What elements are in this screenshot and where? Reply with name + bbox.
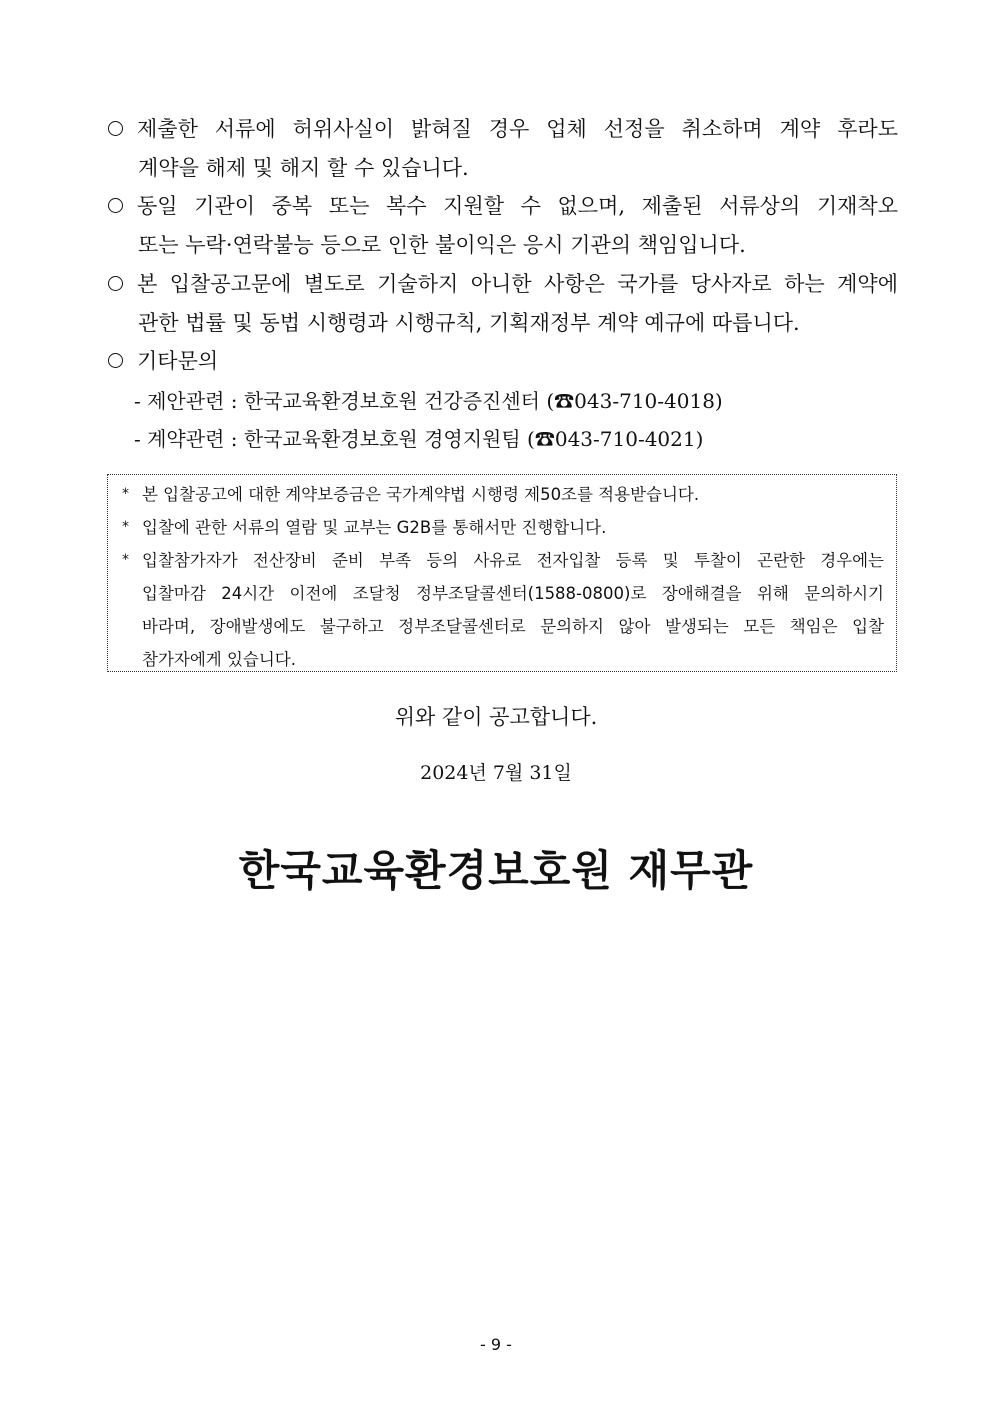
bullet-text-continued: 또는 누락·연락불능 등으로 인한 불이익은 응시 기관의 책임입니다. bbox=[138, 233, 746, 257]
note-item bbox=[122, 544, 884, 577]
bullet-text: 본 입찰공고문에 별도로 기술하지 아니한 사항은 국가를 당사자로 하는 계약에 bbox=[137, 272, 898, 296]
circle-bullet-icon bbox=[108, 198, 123, 213]
circle-bullet-icon bbox=[108, 353, 123, 368]
note-item bbox=[122, 511, 884, 544]
note-item bbox=[122, 478, 884, 511]
circle-bullet-icon bbox=[108, 121, 123, 136]
bullet-item bbox=[108, 110, 898, 188]
asterisk-icon: * bbox=[122, 519, 129, 535]
bullet-text: 제출한 서류에 허위사실이 밝혀질 경우 업체 선정을 취소하며 계약 후라도 bbox=[137, 117, 898, 141]
closing-statement: 위와 같이 공고합니다. bbox=[394, 705, 598, 729]
asterisk-icon: * bbox=[122, 486, 129, 502]
bullet-item bbox=[108, 187, 898, 265]
announcement-date: 2024년 7월 31일 bbox=[420, 762, 572, 784]
bullet-text: 동일 기관이 중복 또는 복수 지원할 수 없으며, 제출된 서류상의 기재착오 bbox=[137, 194, 898, 218]
note-text-continued: 바라며, 장애발생에도 불구하고 정부조달콜센터로 문의하지 않아 발생되는 모든 책임은 입찰 bbox=[142, 617, 884, 636]
page-number: - 9 - bbox=[480, 1335, 512, 1354]
note-text: 입찰참가자가 전산장비 준비 부족 등의 사유로 전자입찰 등록 및 투찰이 곤란한 경우에는 bbox=[142, 551, 884, 570]
asterisk-icon: * bbox=[122, 552, 129, 568]
note-text-continued: 입찰마감 24시간 이전에 조달청 정부조달콜센터(1588-0800)로 장애해결을 위해 문의하시기 bbox=[142, 584, 884, 603]
bullet-item bbox=[108, 342, 898, 381]
bullet-text-continued: 관한 법률 및 동법 시행령과 시행규칙, 기획재정부 계약 예규에 따릅니다. bbox=[138, 311, 800, 335]
signer-title: 한국교육환경보호원 재무관 bbox=[238, 846, 754, 895]
bullet-text: 기타문의 bbox=[137, 349, 219, 373]
notice-box bbox=[107, 474, 897, 672]
note-text: 입찰에 관한 서류의 열람 및 교부는 G2B를 통해서만 진행합니다. bbox=[142, 518, 607, 537]
note-text-continued: 참가자에게 있습니다. bbox=[142, 650, 296, 669]
bullet-item bbox=[108, 265, 898, 343]
note-text: 본 입찰공고에 대한 계약보증금은 국가계약법 시행령 제50조를 적용받습니다. bbox=[142, 485, 700, 504]
contact-proposal: - 제안관련 : 한국교육환경보호원 건강증진센터 (☎043-710-4018) bbox=[134, 389, 723, 413]
contact-contract: - 계약관련 : 한국교육환경보호원 경영지원팀 (☎043-710-4021) bbox=[134, 427, 704, 451]
bullet-text-continued: 계약을 해제 및 해지 할 수 있습니다. bbox=[138, 156, 469, 180]
circle-bullet-icon bbox=[108, 276, 123, 291]
